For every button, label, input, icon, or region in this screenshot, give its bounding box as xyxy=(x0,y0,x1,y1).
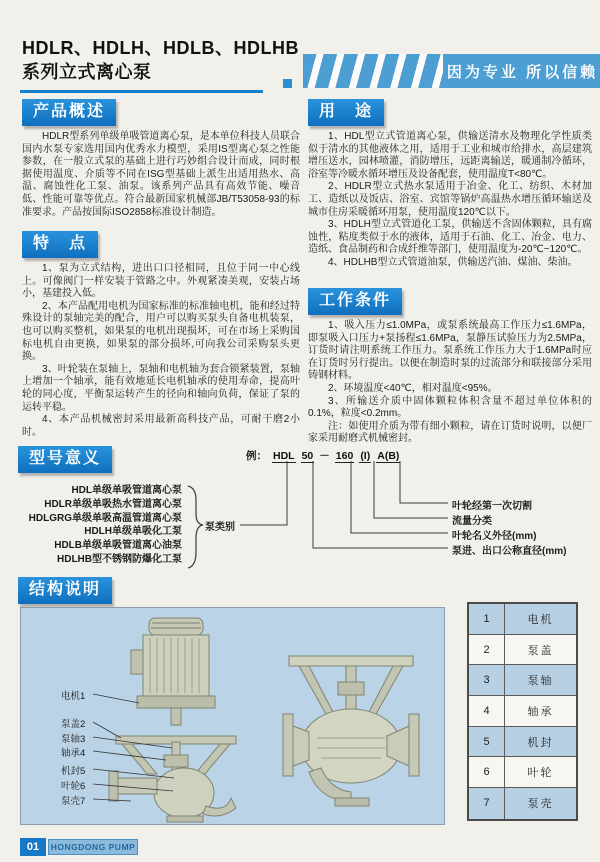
features-heading: 特 点 xyxy=(22,231,98,258)
label-motor: 电机1 xyxy=(61,691,86,702)
label-cover: 泵盖2 xyxy=(61,719,86,730)
callout-impeller-diameter: 叶轮名义外径(mm) xyxy=(452,531,537,542)
feature-item: 2、本产品配用电机为国家标准的标准轴电机，能和经过特殊设计的泵轴完美的配合，用户可以购买泵头自备电机装泵，也可以购买整机，如果泵的电机出现损坏，可在市场上采购国标电机自由更换，如果泵的部分损坏,可向我公司采购泵头更换。 xyxy=(22,300,300,363)
diagonal-stripes-decoration xyxy=(303,54,443,88)
usage-item: 2、HDLR型立式热水泵适用于冶金、化工、纺织、木材加工、造纸以及饭店、浴室、宾馆等锅炉高温热水增压循环输送及城市住房采暖循环用泵，使用温度120℃以下。 xyxy=(308,181,592,218)
slogan-banner xyxy=(303,54,600,88)
structure-diagram-panel xyxy=(20,607,445,825)
page-title-line2: 系列立式离心泵 xyxy=(22,62,152,82)
slogan-text: 因为专业 所以信赖 xyxy=(446,63,599,81)
label-seal: 机封5 xyxy=(61,766,86,777)
overview-paragraph: HDLR型系列单级单吸管道离心泵，是本单位科技人员联合国内水泵专家选用国内优秀水力模型，采用IS型离心泵之性能参数，在一般立式泵的基础上进行巧妙组合设计而成，同时根据使用温度、介质等不同在ISG型基础上派生出适用热水、高温、腐蚀性化工泵、油泵。该系列产品具有高效节能、噪音低、性能可靠等优点。符合最新国家机械部JB/T53058-93的标准要求。产品按国际ISO2858标准设计制造。 xyxy=(22,131,300,218)
title-accent-square xyxy=(283,79,292,88)
usage-body xyxy=(308,131,592,270)
overview-body xyxy=(22,131,300,219)
pump-type-item: HDLHB型不锈钢防爆化工泵 xyxy=(57,553,182,565)
parts-table xyxy=(467,602,578,821)
part-name: 泵盖 xyxy=(527,644,554,657)
usage-item: 1、HDL型立式管道离心泵，供输送清水及物理化学性质类似于清水的其他液体之用，适用于工业和城市给排水，高层建筑增压送水，园林喷灌，消防增压，远距离输送，暖通制冷循环，浴室等冷暖水循环增压及设备配套，使用温度T<80℃。 xyxy=(308,131,592,180)
usage-item: 4、HDLHB型立式管道油泵，供输送汽油、煤油、柴油。 xyxy=(328,256,578,268)
example-inlet: 50 xyxy=(301,450,314,462)
example-code: HDL xyxy=(273,450,295,462)
part-number: 2 xyxy=(469,635,505,665)
part-name: 电机 xyxy=(527,613,554,626)
table-row xyxy=(469,635,576,666)
pump-type-item: HDL单级单吸管道离心泵 xyxy=(71,485,182,496)
label-impeller: 叶轮6 xyxy=(61,781,86,792)
pump-type-item: HDLR单级单吸热水管道离心泵 xyxy=(44,498,182,510)
model-heading: 型号意义 xyxy=(18,446,112,473)
overview-heading: 产品概述 xyxy=(22,99,116,126)
part-number: 4 xyxy=(469,696,505,726)
title-underline xyxy=(20,90,263,93)
label-casing: 泵壳7 xyxy=(61,796,86,807)
pump-category-label: 泵类别 xyxy=(205,522,235,533)
label-bearing: 轴承4 xyxy=(61,748,86,759)
table-row xyxy=(469,788,576,819)
usage-item: 3、HDLH型立式管道化工泵，供输送不含固体颗粒，具有腐蚀性，粘度类似于水的液体，适用于石油、化工、冶金、电力、造纸、食品制药和合成纤维等部门，使用温度为-20℃~120℃。 xyxy=(308,219,592,256)
conditions-heading: 工作条件 xyxy=(308,288,402,315)
pump-type-item: HDLH单级单吸化工泵 xyxy=(84,526,182,538)
table-row xyxy=(469,604,576,635)
part-number: 7 xyxy=(469,788,505,819)
part-name: 泵轴 xyxy=(527,675,554,688)
condition-item: 3、所输送介质中固体颗粒体积含量不超过单位体积的0.1%，粒度<0.2mm。 xyxy=(308,395,592,420)
feature-item: 3、叶轮装在泵轴上，泵轴和电机轴为套合锁紧装置，泵轴上增加一个轴承，能有效地延长电机轴承的使用寿命，提高叶轮的同心度，平衡泵运转产生的径向和轴向负荷，保证了泵的运转平稳。 xyxy=(22,363,300,413)
part-name: 机封 xyxy=(527,736,554,749)
table-row xyxy=(469,757,576,788)
part-number: 6 xyxy=(469,757,505,787)
example-flow: (I) xyxy=(360,450,371,462)
table-row xyxy=(469,696,576,727)
table-row xyxy=(469,665,576,696)
table-row xyxy=(469,727,576,758)
part-name: 泵壳 xyxy=(527,798,554,811)
brand-name: HONGDONG PUMP xyxy=(48,839,138,855)
callout-port-diameter: 泵进、出口公称直径(mm) xyxy=(452,546,567,557)
condition-item: 2、环境温度<40℃，相对温度<95%。 xyxy=(328,382,498,394)
example-diameter: 160 xyxy=(335,450,354,462)
example-dash: － xyxy=(319,450,330,462)
page-title-line1: HDLR、HDLH、HDLB、HDLHB xyxy=(22,38,299,58)
feature-item: 4、本产品机械密封采用最新高科技产品，可耐干磨2小时。 xyxy=(22,414,300,438)
condition-item: 注：如使用介质为带有细小颗粒，请在订货时说明，以便厂家采用耐磨式机械密封。 xyxy=(308,420,592,445)
feature-item: 1、泵为立式结构，进出口口径相同，且位于同一中心线上。可像阀门一样安装于管路之中。外观紧凑美观，安装占场小，基建投入低。 xyxy=(22,263,300,300)
part-name: 轴承 xyxy=(527,705,554,718)
label-shaft: 泵轴3 xyxy=(61,734,86,745)
callout-impeller-cut: 叶轮经第一次切割 xyxy=(452,501,532,512)
part-number: 5 xyxy=(469,727,505,757)
features-body xyxy=(22,263,300,439)
page-title xyxy=(22,36,299,84)
pump-type-item: HDLGRG单级单吸高温管道离心泵 xyxy=(28,512,182,524)
condition-item: 1、吸入压力≤1.0MPa，或泵系统最高工作压力≤1.6MPa，即泵吸入口压力+泵扬程≤1.6MPa，泵静压试验压力为2.5MPa，订货时请注明系统工作压力。泵系统工作压力大于1.6MPa时应在订货时另行提出。以便在制造时泵的过流部分和联接部分采用铸钢材料。 xyxy=(308,320,592,382)
page-number-badge: 01 xyxy=(20,838,46,856)
pump-type-item: HDLB单级单吸管道离心油泵 xyxy=(54,540,182,552)
example-cut: A(B) xyxy=(377,450,400,462)
part-number: 3 xyxy=(469,665,505,695)
part-number: 1 xyxy=(469,604,505,634)
example-prefix: 例： xyxy=(246,450,267,462)
usage-heading: 用 途 xyxy=(308,99,384,126)
callout-flow-class: 流量分类 xyxy=(452,516,492,527)
structure-heading: 结构说明 xyxy=(18,577,112,604)
conditions-body xyxy=(308,320,592,446)
part-name: 叶轮 xyxy=(527,767,554,780)
